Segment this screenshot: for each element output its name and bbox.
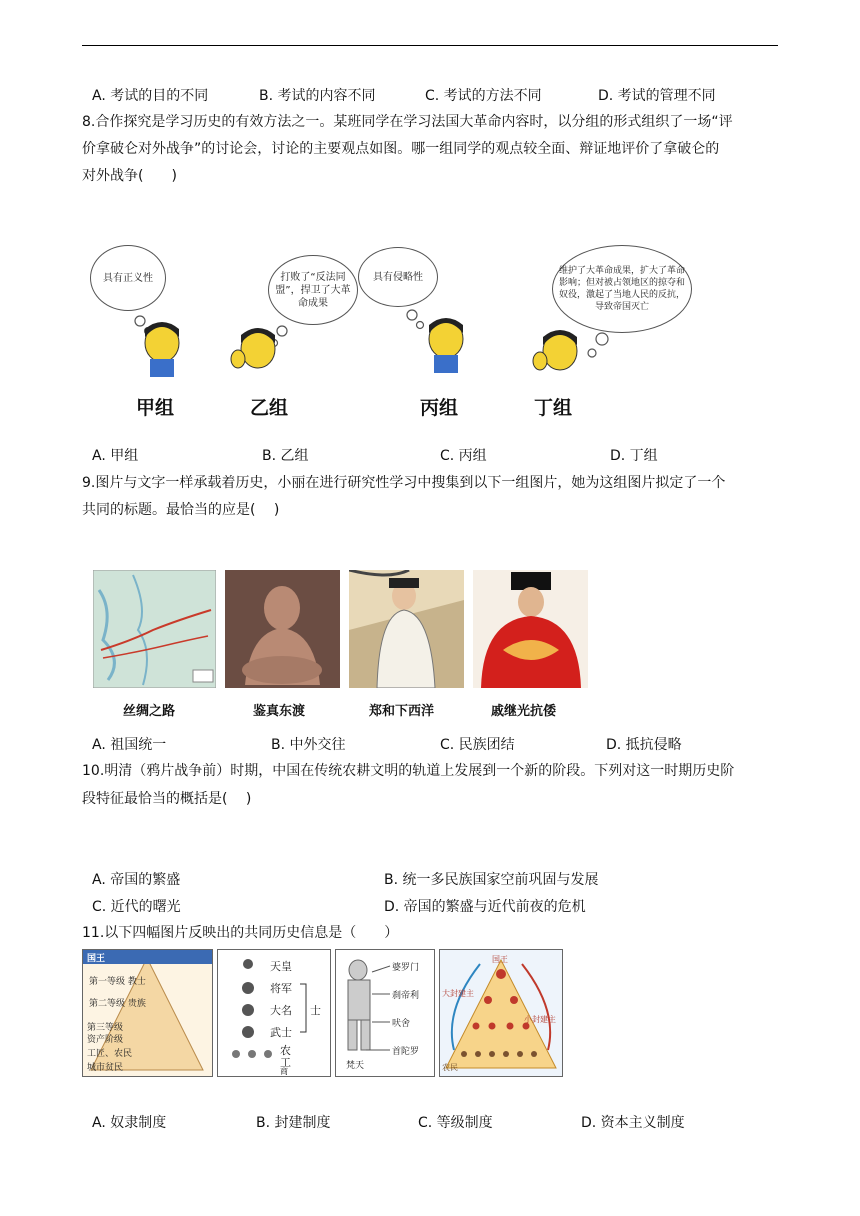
label-daimyo: 大名 [270, 1004, 292, 1017]
q9-figure [93, 570, 593, 720]
bubble-jia: 具有正义性 [90, 245, 166, 311]
bubble-bing: 具有侵略性 [358, 247, 438, 307]
group-label-jia: 甲组 [136, 397, 175, 419]
q9-text-line2: 共同的标题。最恰当的应是( ) [82, 502, 280, 518]
q7-option-b[interactable]: B. 考试的内容不同 [259, 88, 376, 104]
label-king-pyramid: 国王 [492, 955, 508, 964]
silk-road-map-image [93, 570, 216, 688]
label-shogun: 将军 [270, 982, 292, 995]
q11-panel-japan-hierarchy [217, 949, 331, 1077]
group-label-bing: 丙组 [420, 397, 459, 419]
label-peasant: 农民 [442, 1063, 458, 1072]
q9-option-b[interactable]: B. 中外交往 [271, 737, 346, 753]
label-brahmin: 婆罗门 [392, 963, 420, 973]
q7-option-d[interactable]: D. 考试的管理不同 [598, 88, 716, 104]
label-vaishya: 吠舍 [392, 1019, 411, 1029]
q11-panel-feudal-pyramid [439, 949, 563, 1077]
q9-text-line1: 9.图片与文字一样承载着历史，小丽在进行研究性学习中搜集到以下一组图片，她为这组图片拟定了一个 [82, 475, 726, 491]
q8-option-c[interactable]: C. 丙组 [440, 448, 487, 464]
label-second-estate: 第二等级 贵族 [89, 999, 146, 1009]
label-samurai: 武士 [270, 1026, 292, 1039]
q11-option-a[interactable]: A. 奴隶制度 [92, 1115, 167, 1131]
bubble-ding: 维护了大革命成果，扩大了革命影响；但对被占领地区的掠夺和奴役，激起了当地人民的反抗，导致帝国灭亡 [552, 245, 692, 333]
label-gong: 工 [280, 1056, 291, 1069]
q10-option-a[interactable]: A. 帝国的繁盛 [92, 872, 181, 888]
label-shi: 士 [310, 1004, 321, 1017]
label-shudra: 首陀罗 [392, 1047, 420, 1057]
q11-option-d[interactable]: D. 资本主义制度 [581, 1115, 685, 1131]
bubble-yi: 打败了“反法同盟”，捍卫了大革命成果 [268, 255, 358, 325]
group-label-ding: 丁组 [534, 397, 573, 419]
q10-option-d[interactable]: D. 帝国的繁盛与近代前夜的危机 [384, 899, 586, 915]
label-third-estate: 第三等级 [87, 1023, 124, 1033]
q11-option-b[interactable]: B. 封建制度 [256, 1115, 331, 1131]
q9-option-d[interactable]: D. 抵抗侵略 [606, 737, 682, 753]
q10-text-line2: 段特征最恰当的概括是( ) [82, 791, 252, 807]
q10-text-line1: 10.明清（鸦片战争前）时期，中国在传统农耕文明的轨道上发展到一个新的阶段。下列对这一时期历史阶 [82, 763, 735, 779]
zhenghe-image [349, 570, 464, 688]
q8-option-a[interactable]: A. 甲组 [92, 448, 139, 464]
label-brahma: 梵天 [346, 1061, 365, 1071]
label-kshatriya: 刹帝利 [392, 991, 420, 1001]
q8-text-line3: 对外战争( ) [82, 168, 177, 184]
q11-panel-france-estates [82, 949, 213, 1077]
caption-jianzhen: 鉴真东渡 [253, 704, 306, 719]
caption-silk-road: 丝绸之路 [123, 704, 176, 719]
label-first-estate: 第一等级 教士 [89, 977, 146, 987]
q11-panel-india-varna [335, 949, 435, 1077]
q9-option-c[interactable]: C. 民族团结 [440, 737, 515, 753]
label-king: 国王 [87, 954, 106, 964]
q8-text-line2: 价拿破仑对外战争”的讨论会，讨论的主要观点如图。哪一组同学的观点较全面、辩证地评价了拿破仑的 [82, 141, 720, 157]
group-label-yi: 乙组 [250, 397, 289, 419]
q9-option-a[interactable]: A. 祖国统一 [92, 737, 167, 753]
q8-option-d[interactable]: D. 丁组 [610, 448, 658, 464]
q8-figure [82, 225, 702, 425]
label-shang: 商 [280, 1067, 288, 1076]
q7-option-a[interactable]: A. 考试的目的不同 [92, 88, 209, 104]
q10-option-b[interactable]: B. 统一多民族国家空前巩固与发展 [384, 872, 599, 888]
label-emperor: 天皇 [270, 960, 292, 973]
q11-text: 11.以下四幅图片反映出的共同历史信息是（ ） [82, 925, 399, 941]
thinking-kids-illustration [82, 225, 702, 425]
label-nong: 农 [280, 1044, 291, 1057]
q11-option-c[interactable]: C. 等级制度 [418, 1115, 493, 1131]
q8-text-line1: 8.合作探究是学习历史的有效方法之一。某班同学在学习法国大革命内容时，以分组的形式组织了一场“评 [82, 114, 733, 130]
qijiguang-image [473, 570, 588, 688]
header-rule [82, 45, 778, 46]
label-craftsmen-peasants: 工匠、农民 [87, 1049, 133, 1059]
jianzhen-statue-image [225, 570, 340, 688]
caption-qijiguang: 戚继光抗倭 [491, 704, 557, 719]
q8-option-b[interactable]: B. 乙组 [262, 448, 309, 464]
label-urban-poor: 城市贫民 [87, 1063, 124, 1073]
caption-zhenghe: 郑和下西洋 [369, 704, 435, 719]
label-great-lord: 大封建主 [442, 989, 474, 998]
label-small-lord: 小封建主 [524, 1015, 556, 1024]
q10-option-c[interactable]: C. 近代的曙光 [92, 899, 181, 915]
q7-option-c[interactable]: C. 考试的方法不同 [425, 88, 542, 104]
label-bourgeoisie: 资产阶级 [87, 1035, 124, 1045]
